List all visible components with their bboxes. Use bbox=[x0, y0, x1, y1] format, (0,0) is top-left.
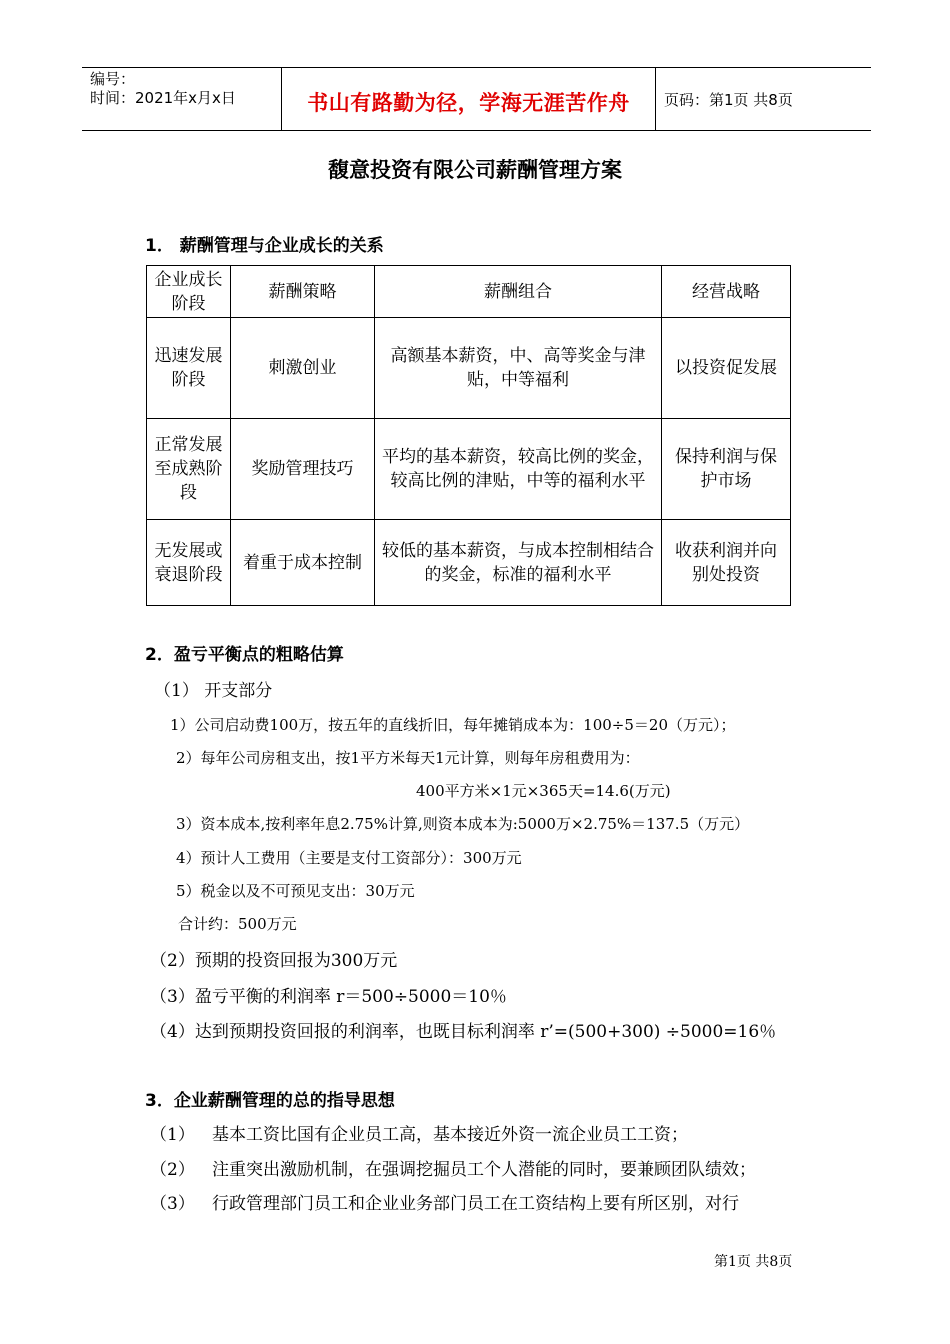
page-header bbox=[82, 67, 871, 131]
table-row bbox=[147, 318, 791, 419]
table-cell: 无发展或衰退阶段 bbox=[147, 520, 231, 606]
table-header-cell: 经营战略 bbox=[662, 266, 791, 318]
table-cell: 着重于成本控制 bbox=[231, 520, 375, 606]
expense-total: 合计约：500万元 bbox=[178, 915, 297, 933]
guideline-number: （2） bbox=[150, 1160, 195, 1180]
page-footer: 第1页 共8页 bbox=[714, 1254, 793, 1270]
header-time: 时间：2021年x月x日 bbox=[90, 89, 236, 107]
guideline-text: 注重突出激励机制，在强调挖掘员工个人潜能的同时，要兼顾团队绩效； bbox=[212, 1160, 756, 1180]
expense-formula: 400平方米×1元×365天=14.6(万元) bbox=[416, 782, 671, 800]
guideline-text: 基本工资比国有企业员工高，基本接近外资一流企业员工工资； bbox=[212, 1125, 688, 1145]
expense-item: 3）资本成本,按利率年息2.75%计算,则资本成本为:5000万×2.75%＝137.5（万元） bbox=[176, 815, 750, 833]
header-meta bbox=[90, 70, 236, 108]
table-cell: 迅速发展阶段 bbox=[147, 318, 231, 419]
salary-strategy-table bbox=[146, 265, 791, 606]
guideline-number: （3） bbox=[150, 1194, 195, 1214]
expected-return: （2）预期的投资回报为300万元 bbox=[150, 951, 398, 971]
table-cell: 保持利润与保护市场 bbox=[662, 419, 791, 520]
subheading-expenses: （1） 开支部分 bbox=[154, 681, 273, 701]
table-header-cell: 薪酬策略 bbox=[231, 266, 375, 318]
table-cell: 正常发展至成熟阶段 bbox=[147, 419, 231, 520]
table-header-row bbox=[147, 266, 791, 318]
target-rate: （4）达到预期投资回报的利润率，也既目标利润率 r’=(500+300) ÷5000=16％ bbox=[150, 1022, 777, 1042]
expense-item: 2）每年公司房租支出，按1平方米每天1元计算，则每年房租费用为： bbox=[176, 749, 640, 767]
header-divider bbox=[655, 68, 656, 130]
table-cell: 收获利润并向别处投资 bbox=[662, 520, 791, 606]
section1-heading: 1． 薪酬管理与企业成长的关系 bbox=[145, 236, 384, 256]
table-row bbox=[147, 520, 791, 606]
section3-heading: 3．企业薪酬管理的总的指导思想 bbox=[145, 1091, 395, 1111]
table-cell: 以投资促发展 bbox=[662, 318, 791, 419]
table-row bbox=[147, 419, 791, 520]
expense-item: 4）预计人工费用（主要是支付工资部分）：300万元 bbox=[176, 849, 522, 867]
section2-heading: 2．盈亏平衡点的粗略估算 bbox=[145, 645, 344, 665]
header-number: 编号： bbox=[90, 70, 136, 88]
table-cell: 高额基本薪资，中、高等奖金与津贴，中等福利 bbox=[375, 318, 662, 419]
header-motto: 书山有路勤为径，学海无涯苦作舟 bbox=[307, 91, 630, 115]
table-cell: 奖励管理技巧 bbox=[231, 419, 375, 520]
expense-item: 5）税金以及不可预见支出：30万元 bbox=[176, 882, 415, 900]
guideline-text: 行政管理部门员工和企业业务部门员工在工资结构上要有所区别，对行 bbox=[212, 1194, 739, 1214]
table-cell: 平均的基本薪资，较高比例的奖金，较高比例的津贴，中等的福利水平 bbox=[375, 419, 662, 520]
header-page-info: 页码：第1页 共8页 bbox=[664, 91, 793, 109]
expense-item: 1）公司启动费100万，按五年的直线折旧，每年摊销成本为：100÷5＝20（万元）； bbox=[170, 716, 736, 734]
table-cell: 刺激创业 bbox=[231, 318, 375, 419]
guideline-number: （1） bbox=[150, 1125, 195, 1145]
table-cell: 较低的基本薪资，与成本控制相结合的奖金，标准的福利水平 bbox=[375, 520, 662, 606]
document-title: 馥意投资有限公司薪酬管理方案 bbox=[328, 158, 622, 182]
breakeven-rate: （3）盈亏平衡的利润率 r＝500÷5000＝10％ bbox=[150, 987, 507, 1007]
table-header-cell: 企业成长阶段 bbox=[147, 266, 231, 318]
table-header-cell: 薪酬组合 bbox=[375, 266, 662, 318]
